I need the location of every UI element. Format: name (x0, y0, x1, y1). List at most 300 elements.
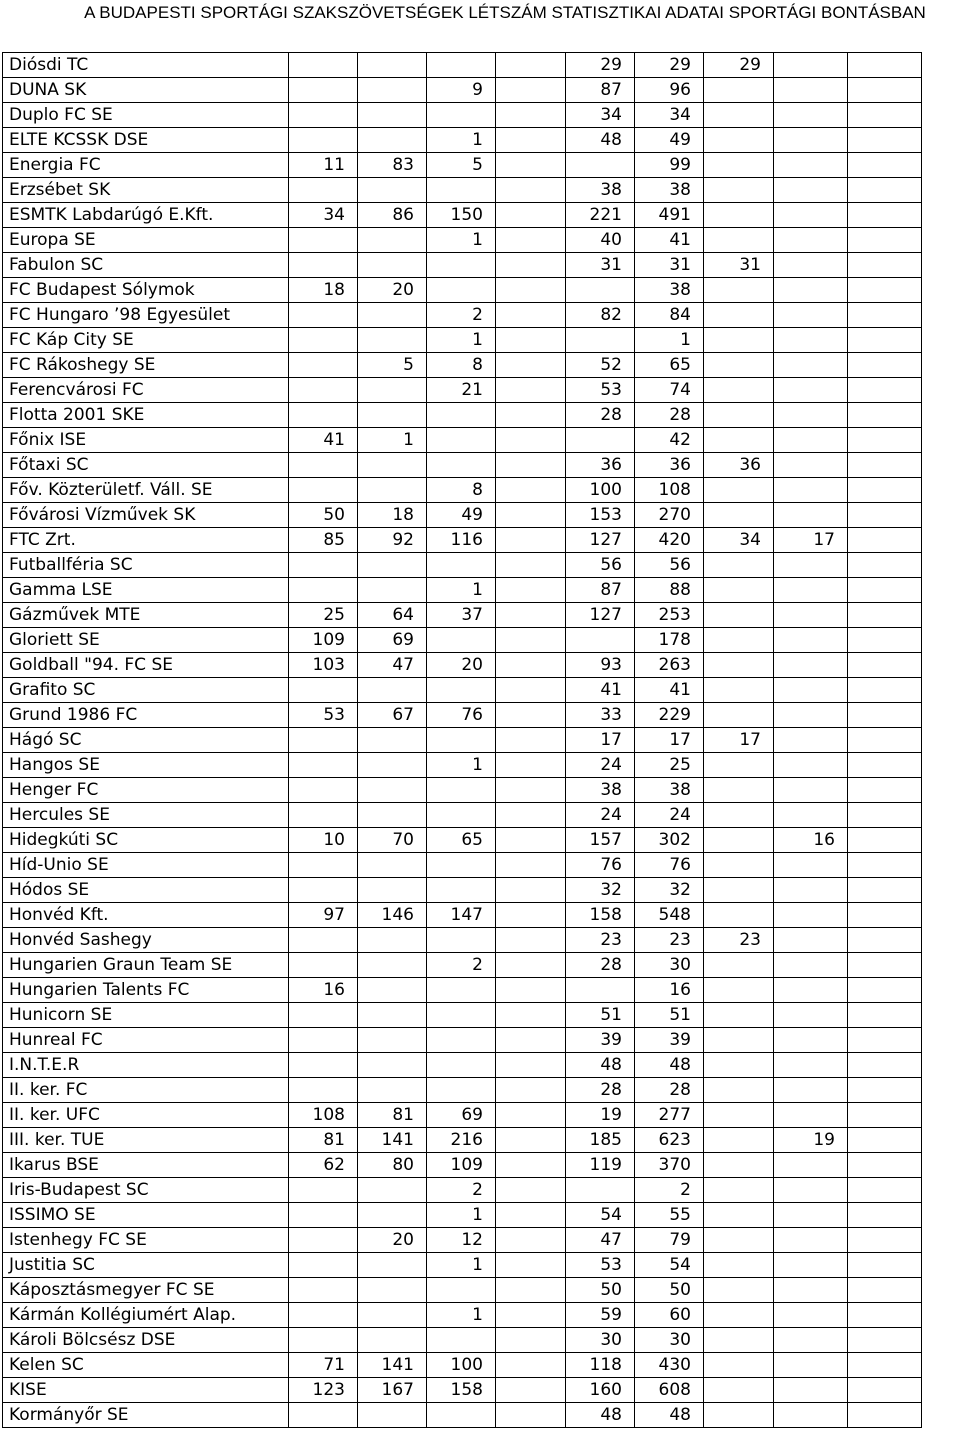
table-row (3, 1153, 922, 1178)
count-cell: 100 (566, 478, 635, 503)
count-cell (358, 1078, 427, 1103)
statistics-table (2, 52, 922, 1428)
count-cell (848, 1103, 922, 1128)
club-name-cell: ISSIMO SE (3, 1203, 289, 1228)
count-cell (774, 328, 848, 353)
count-cell (848, 903, 922, 928)
count-cell (774, 803, 848, 828)
count-cell: 5 (427, 153, 496, 178)
count-cell: 8 (427, 353, 496, 378)
count-cell: 36 (704, 453, 774, 478)
count-cell: 24 (635, 803, 704, 828)
count-cell (704, 803, 774, 828)
count-cell (704, 1303, 774, 1328)
table-row (3, 828, 922, 853)
count-cell: 30 (635, 953, 704, 978)
table-row (3, 978, 922, 1003)
table-row (3, 1003, 922, 1028)
count-cell (427, 1403, 496, 1428)
count-cell (496, 228, 566, 253)
count-cell (848, 1278, 922, 1303)
count-cell (774, 53, 848, 78)
count-cell (358, 803, 427, 828)
count-cell: 16 (635, 978, 704, 1003)
count-cell: 8 (427, 478, 496, 503)
table-row (3, 328, 922, 353)
club-name-cell: Károli Bölcsész DSE (3, 1328, 289, 1353)
count-cell: 32 (566, 878, 635, 903)
count-cell: 65 (635, 353, 704, 378)
count-cell (289, 1028, 358, 1053)
count-cell (848, 278, 922, 303)
count-cell (774, 853, 848, 878)
count-cell (496, 278, 566, 303)
count-cell: 55 (635, 1203, 704, 1228)
count-cell (848, 553, 922, 578)
count-cell (496, 1028, 566, 1053)
count-cell (289, 553, 358, 578)
table-row (3, 1403, 922, 1428)
count-cell (704, 828, 774, 853)
count-cell (774, 1278, 848, 1303)
count-cell (427, 253, 496, 278)
club-name-cell: Ikarus BSE (3, 1153, 289, 1178)
count-cell (427, 803, 496, 828)
count-cell (774, 503, 848, 528)
count-cell (427, 678, 496, 703)
table-row (3, 1253, 922, 1278)
club-name-cell: Hercules SE (3, 803, 289, 828)
count-cell (496, 1053, 566, 1078)
count-cell (774, 78, 848, 103)
count-cell (496, 1178, 566, 1203)
count-cell (496, 128, 566, 153)
count-cell: 150 (427, 203, 496, 228)
count-cell: 1 (427, 578, 496, 603)
count-cell (848, 428, 922, 453)
count-cell (704, 853, 774, 878)
count-cell: 18 (358, 503, 427, 528)
table-row (3, 1278, 922, 1303)
count-cell: 178 (635, 628, 704, 653)
table-row (3, 878, 922, 903)
count-cell (496, 1353, 566, 1378)
count-cell: 52 (566, 353, 635, 378)
count-cell (496, 1103, 566, 1128)
count-cell: 17 (566, 728, 635, 753)
count-cell (848, 653, 922, 678)
table-row (3, 1228, 922, 1253)
count-cell (848, 503, 922, 528)
count-cell (358, 1328, 427, 1353)
count-cell (289, 453, 358, 478)
count-cell: 31 (566, 253, 635, 278)
count-cell: 153 (566, 503, 635, 528)
count-cell: 59 (566, 1303, 635, 1328)
count-cell (358, 1253, 427, 1278)
count-cell (496, 903, 566, 928)
table-row (3, 403, 922, 428)
count-cell (358, 453, 427, 478)
count-cell: 74 (635, 378, 704, 403)
count-cell (358, 553, 427, 578)
count-cell (289, 103, 358, 128)
club-name-cell: FC Hungaro ’98 Egyesület (3, 303, 289, 328)
count-cell: 28 (635, 1078, 704, 1103)
club-name-cell: Hunicorn SE (3, 1003, 289, 1028)
count-cell (427, 1028, 496, 1053)
count-cell (358, 678, 427, 703)
count-cell: 160 (566, 1378, 635, 1403)
count-cell (774, 378, 848, 403)
count-cell (704, 1203, 774, 1228)
club-name-cell: Kelen SC (3, 1353, 289, 1378)
count-cell (496, 603, 566, 628)
club-name-cell: Europa SE (3, 228, 289, 253)
count-cell (427, 878, 496, 903)
count-cell: 116 (427, 528, 496, 553)
count-cell: 36 (566, 453, 635, 478)
count-cell (289, 753, 358, 778)
count-cell (496, 1378, 566, 1403)
table-row (3, 303, 922, 328)
count-cell (848, 128, 922, 153)
count-cell: 28 (566, 953, 635, 978)
count-cell (774, 228, 848, 253)
count-cell: 65 (427, 828, 496, 853)
count-cell (496, 1128, 566, 1153)
count-cell (848, 203, 922, 228)
count-cell (289, 1003, 358, 1028)
club-name-cell: Híd-Unio SE (3, 853, 289, 878)
count-cell (496, 553, 566, 578)
count-cell (848, 403, 922, 428)
count-cell (427, 628, 496, 653)
table-row (3, 728, 922, 753)
count-cell (704, 653, 774, 678)
club-name-cell: Káposztásmegyer FC SE (3, 1278, 289, 1303)
count-cell (496, 803, 566, 828)
count-cell: 216 (427, 1128, 496, 1153)
table-row (3, 1128, 922, 1153)
table-row (3, 53, 922, 78)
count-cell (848, 1253, 922, 1278)
count-cell (704, 953, 774, 978)
count-cell (848, 1228, 922, 1253)
count-cell: 5 (358, 353, 427, 378)
count-cell: 608 (635, 1378, 704, 1403)
count-cell: 108 (289, 1103, 358, 1128)
count-cell (427, 403, 496, 428)
count-cell: 420 (635, 528, 704, 553)
count-cell (704, 428, 774, 453)
count-cell (704, 778, 774, 803)
table-row (3, 153, 922, 178)
count-cell (496, 103, 566, 128)
count-cell (848, 178, 922, 203)
count-cell: 10 (289, 828, 358, 853)
count-cell (427, 553, 496, 578)
count-cell (704, 878, 774, 903)
count-cell (848, 78, 922, 103)
count-cell (358, 1178, 427, 1203)
count-cell (848, 153, 922, 178)
count-cell: 53 (566, 1253, 635, 1278)
count-cell (427, 453, 496, 478)
count-cell (704, 678, 774, 703)
count-cell (289, 1278, 358, 1303)
count-cell: 29 (704, 53, 774, 78)
count-cell (848, 1303, 922, 1328)
count-cell: 108 (635, 478, 704, 503)
count-cell: 19 (566, 1103, 635, 1128)
count-cell (496, 703, 566, 728)
count-cell (704, 353, 774, 378)
count-cell (289, 578, 358, 603)
count-cell: 34 (289, 203, 358, 228)
count-cell (774, 1303, 848, 1328)
club-name-cell: Hungarien Graun Team SE (3, 953, 289, 978)
count-cell (848, 703, 922, 728)
table-row (3, 78, 922, 103)
club-name-cell: FC Káp City SE (3, 328, 289, 353)
count-cell (848, 1328, 922, 1353)
count-cell (848, 878, 922, 903)
count-cell: 86 (358, 203, 427, 228)
table-row (3, 1053, 922, 1078)
count-cell (848, 378, 922, 403)
count-cell: 21 (427, 378, 496, 403)
count-cell: 76 (427, 703, 496, 728)
count-cell (774, 303, 848, 328)
count-cell (289, 353, 358, 378)
count-cell (774, 553, 848, 578)
count-cell (358, 953, 427, 978)
count-cell (496, 153, 566, 178)
club-name-cell: Grund 1986 FC (3, 703, 289, 728)
count-cell: 82 (566, 303, 635, 328)
count-cell (289, 228, 358, 253)
count-cell: 185 (566, 1128, 635, 1153)
count-cell: 76 (635, 853, 704, 878)
count-cell (848, 328, 922, 353)
club-name-cell: Hangos SE (3, 753, 289, 778)
count-cell (704, 128, 774, 153)
club-name-cell: Istenhegy FC SE (3, 1228, 289, 1253)
count-cell (427, 1278, 496, 1303)
table-row (3, 178, 922, 203)
count-cell: 277 (635, 1103, 704, 1128)
count-cell (774, 428, 848, 453)
count-cell: 25 (635, 753, 704, 778)
club-name-cell: Gamma LSE (3, 578, 289, 603)
count-cell (496, 403, 566, 428)
count-cell: 2 (427, 303, 496, 328)
count-cell (704, 1003, 774, 1028)
count-cell (427, 728, 496, 753)
count-cell (358, 1303, 427, 1328)
count-cell: 103 (289, 653, 358, 678)
count-cell (496, 1228, 566, 1253)
club-name-cell: FC Budapest Sólymok (3, 278, 289, 303)
club-name-cell: Kármán Kollégiumért Alap. (3, 1303, 289, 1328)
count-cell (358, 178, 427, 203)
count-cell: 1 (427, 128, 496, 153)
count-cell (848, 828, 922, 853)
table-row (3, 1328, 922, 1353)
count-cell: 17 (635, 728, 704, 753)
club-name-cell: Hágó SC (3, 728, 289, 753)
club-name-cell: Grafito SC (3, 678, 289, 703)
count-cell: 1 (358, 428, 427, 453)
count-cell: 70 (358, 828, 427, 853)
club-name-cell: III. ker. TUE (3, 1128, 289, 1153)
club-name-cell: Főv. Közterületf. Váll. SE (3, 478, 289, 503)
club-name-cell: Fabulon SC (3, 253, 289, 278)
count-cell (496, 503, 566, 528)
club-name-cell: Iris-Budapest SC (3, 1178, 289, 1203)
count-cell (704, 903, 774, 928)
count-cell: 38 (635, 178, 704, 203)
club-name-cell: Főnix ISE (3, 428, 289, 453)
count-cell: 221 (566, 203, 635, 228)
count-cell (496, 528, 566, 553)
count-cell: 56 (566, 553, 635, 578)
count-cell (358, 403, 427, 428)
count-cell: 20 (358, 1228, 427, 1253)
count-cell: 12 (427, 1228, 496, 1253)
count-cell: 81 (358, 1103, 427, 1128)
count-cell (704, 328, 774, 353)
count-cell (704, 628, 774, 653)
count-cell (427, 428, 496, 453)
count-cell: 34 (635, 103, 704, 128)
count-cell (848, 1178, 922, 1203)
count-cell (566, 153, 635, 178)
count-cell (427, 928, 496, 953)
count-cell (358, 1003, 427, 1028)
count-cell (774, 253, 848, 278)
count-cell (496, 728, 566, 753)
count-cell: 48 (566, 1053, 635, 1078)
count-cell (774, 878, 848, 903)
count-cell (704, 1403, 774, 1428)
count-cell (427, 53, 496, 78)
count-cell: 17 (704, 728, 774, 753)
count-cell (704, 753, 774, 778)
count-cell (704, 553, 774, 578)
count-cell (566, 428, 635, 453)
count-cell (358, 253, 427, 278)
count-cell: 109 (427, 1153, 496, 1178)
count-cell (774, 1328, 848, 1353)
table-row (3, 353, 922, 378)
count-cell (496, 1078, 566, 1103)
club-name-cell: Gloriett SE (3, 628, 289, 653)
count-cell (289, 878, 358, 903)
count-cell (848, 778, 922, 803)
count-cell (704, 103, 774, 128)
count-cell (496, 1153, 566, 1178)
club-name-cell: Gázművek MTE (3, 603, 289, 628)
count-cell (704, 578, 774, 603)
count-cell (496, 378, 566, 403)
count-cell: 9 (427, 78, 496, 103)
count-cell (496, 928, 566, 953)
count-cell: 430 (635, 1353, 704, 1378)
count-cell (358, 53, 427, 78)
count-cell: 28 (635, 403, 704, 428)
count-cell: 53 (566, 378, 635, 403)
count-cell (289, 1253, 358, 1278)
count-cell (427, 103, 496, 128)
count-cell: 23 (635, 928, 704, 953)
count-cell: 93 (566, 653, 635, 678)
count-cell: 87 (566, 78, 635, 103)
count-cell (289, 928, 358, 953)
club-name-cell: ELTE KCSSK DSE (3, 128, 289, 153)
count-cell (427, 1328, 496, 1353)
count-cell: 40 (566, 228, 635, 253)
count-cell (289, 128, 358, 153)
table-row (3, 703, 922, 728)
table-row (3, 253, 922, 278)
count-cell (774, 1403, 848, 1428)
table-row (3, 903, 922, 928)
count-cell: 109 (289, 628, 358, 653)
count-cell: 2 (427, 953, 496, 978)
count-cell (289, 403, 358, 428)
count-cell (289, 53, 358, 78)
count-cell (704, 78, 774, 103)
count-cell: 49 (635, 128, 704, 153)
count-cell (358, 128, 427, 153)
club-name-cell: Főtaxi SC (3, 453, 289, 478)
count-cell: 48 (566, 128, 635, 153)
count-cell (496, 1278, 566, 1303)
count-cell: 37 (427, 603, 496, 628)
count-cell (774, 1353, 848, 1378)
count-cell (358, 978, 427, 1003)
count-cell (848, 978, 922, 1003)
count-cell (289, 303, 358, 328)
club-name-cell: KISE (3, 1378, 289, 1403)
table-row (3, 628, 922, 653)
club-name-cell: Erzsébet SK (3, 178, 289, 203)
table-row (3, 603, 922, 628)
count-cell (704, 603, 774, 628)
count-cell: 84 (635, 303, 704, 328)
count-cell (848, 728, 922, 753)
count-cell (358, 1203, 427, 1228)
count-cell (848, 478, 922, 503)
count-cell (358, 228, 427, 253)
count-cell: 28 (566, 1078, 635, 1103)
count-cell: 60 (635, 1303, 704, 1328)
count-cell (496, 453, 566, 478)
count-cell (358, 303, 427, 328)
count-cell: 270 (635, 503, 704, 528)
club-name-cell: Diósdi TC (3, 53, 289, 78)
count-cell: 1 (427, 228, 496, 253)
count-cell (496, 178, 566, 203)
club-name-cell: Futballféria SC (3, 553, 289, 578)
count-cell (496, 953, 566, 978)
count-cell (774, 453, 848, 478)
count-cell (427, 278, 496, 303)
count-cell (848, 1153, 922, 1178)
club-name-cell: Flotta 2001 SKE (3, 403, 289, 428)
